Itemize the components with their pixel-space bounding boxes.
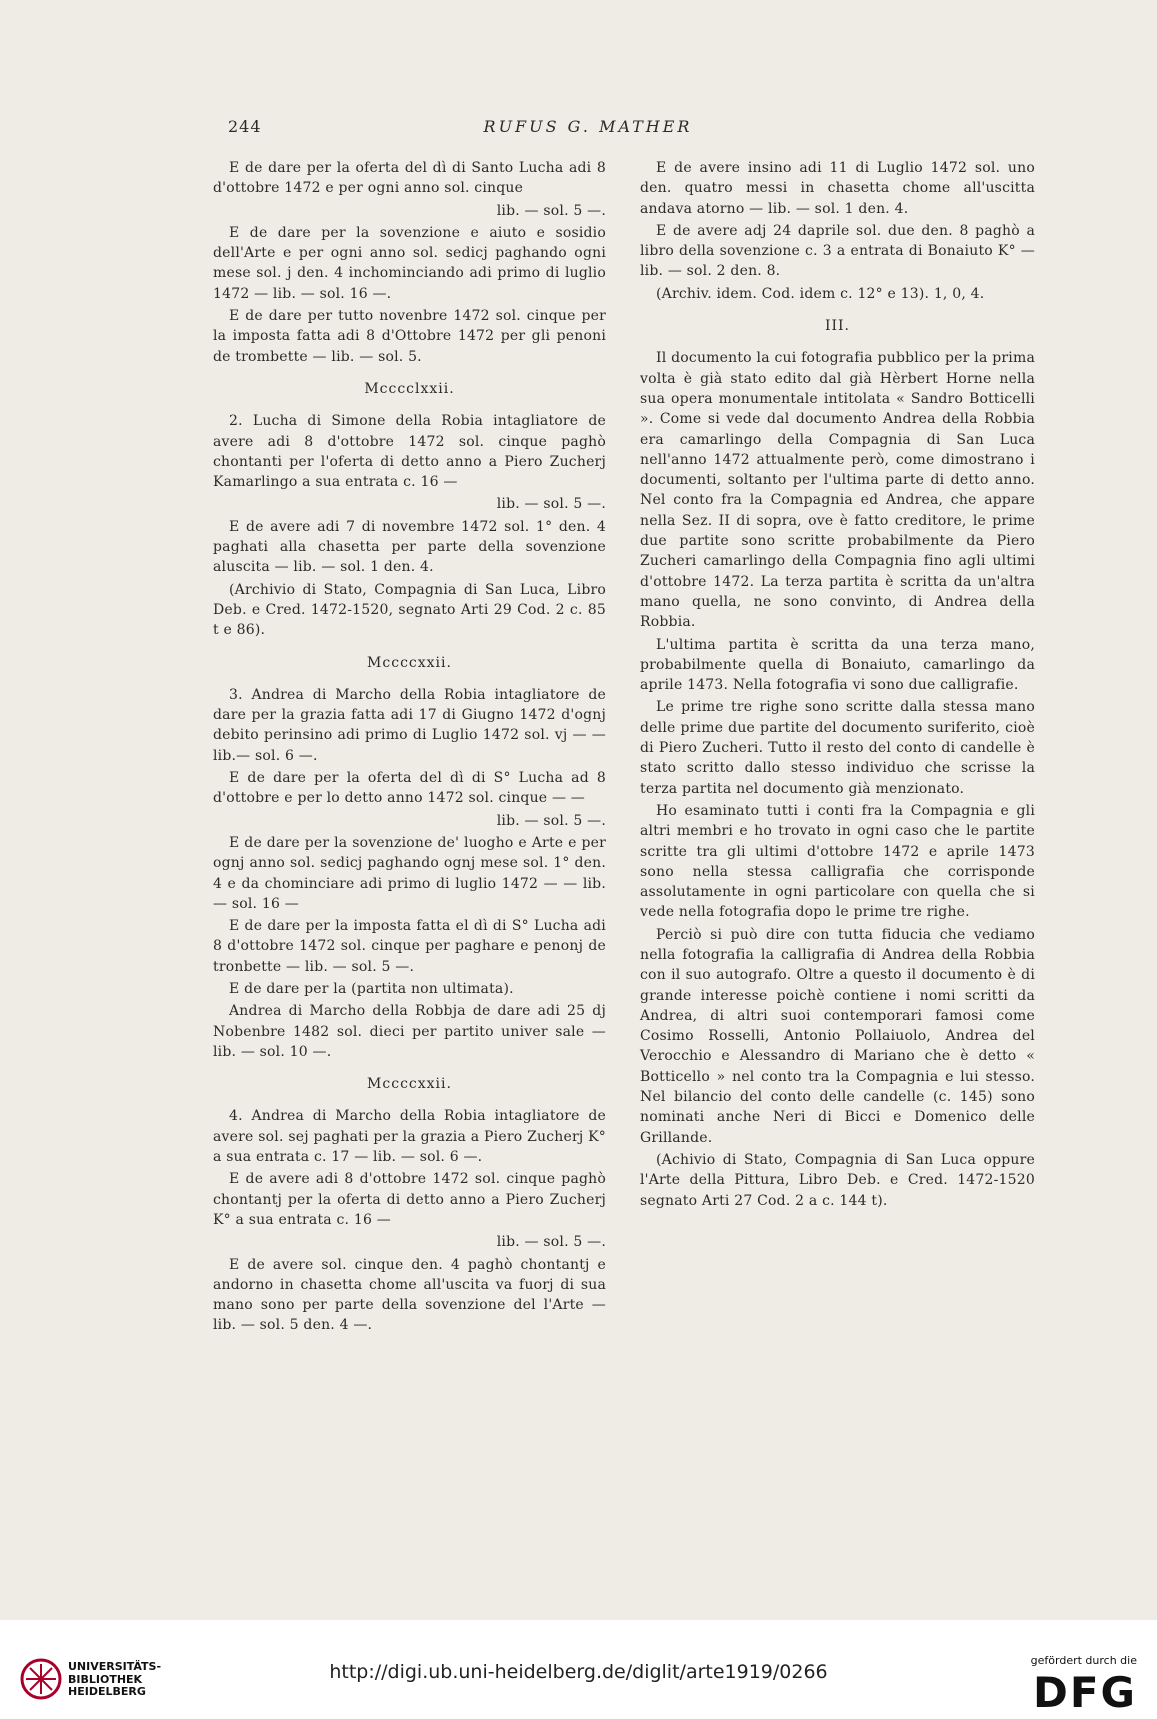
paragraph: 3. Andrea di Marcho della Robia intagliatore de dare per la grazia fatta adi 17 di Giugno 1472 d'ognj debito perinsino adi primo di Luglio 1472 sol. vj — — lib.— sol. 6 —. bbox=[213, 686, 606, 764]
library-name-line: UNIVERSITÄTS- bbox=[68, 1660, 162, 1673]
permalink-url[interactable]: http://digi.ub.uni-heidelberg.de/diglit/arte1919/0266 bbox=[329, 1661, 828, 1683]
paragraph: Le prime tre righe sono scritte dalla stessa mano delle prime due partite del documento suriferito, cioè di Piero Zucheri. Tutto il resto del conto di candelle è stato scritto dallo stesso individuo che scrisse la terza partita nel documento già menzionato. bbox=[640, 699, 1035, 797]
paragraph: E de dare per la sovenzione de' luogho e Arte e per ognj anno sol. sedicj paghando ognj mese sol. 1° den. 4 e da chominciare adi primo di luglio 1472 — — lib. — sol. 16 — bbox=[213, 834, 606, 912]
amount-line: lib. — sol. 5 —. bbox=[496, 812, 606, 829]
paragraph: (Achivio di Stato, Compagnia di San Luca oppure l'Arte della Pittura, Libro Deb. e Cred. 1472-1520 segnato Arti 27 Cod. 2 a c. 144 t). bbox=[640, 1151, 1035, 1209]
paragraph: E de avere sol. cinque den. 4 paghò chontantj e andorno in chasetta chome all'uscita va fuorj di sua mano sono per parte della sovenzione del l'Arte — lib. — sol. 5 den. 4 —. bbox=[213, 1256, 606, 1334]
paragraph: 4. Andrea di Marcho della Robia intagliatore de avere sol. sej paghati per la grazia a Piero Zucherj K° a sua entrata c. 17 — lib. — sol. 6 —. bbox=[213, 1108, 606, 1166]
paragraph: Il documento la cui fotografia pubblico per la prima volta è già stato edito dal già Hèrbert Horne nella sua opera monumentale intitolata « Sandro Botticelli ». Come si vede dal documento Andrea della Robbia era camarlingo della Compagnia di San Luca nell'anno 1472 attualmente però, come dimostrano i documenti, soltanto per l'ultima parte di detto anno. Nel conto fra la Compagnia ed Andrea, che appare nella Sez. II di sopra, ove è fatto creditore, le prime due partite sono scritte probabilmente da Piero Zucheri camarlingo della Compagnia fino agli ultimi d'ottobre 1472. La terza partita è scritta da un'altra mano quella, ne sono convinto, di Andrea della Robbia. bbox=[640, 350, 1035, 631]
library-name-line: HEIDELBERG bbox=[68, 1685, 146, 1698]
amount-line: lib. — sol. 5 —. bbox=[496, 1234, 606, 1251]
section-heading: Mcccclxxii. bbox=[364, 380, 455, 397]
funding-caption: gefördert durch die bbox=[1030, 1654, 1137, 1667]
paragraph: E de avere adj 24 daprile sol. due den. 8 paghò a libro della sovenzione c. 3 a entrata di Bonaiuto K° — lib. — sol. 2 den. 8. bbox=[640, 222, 1035, 280]
page-header bbox=[228, 117, 948, 141]
paragraph: Andrea di Marcho della Robbja de dare adi 25 dj Nobenbre 1482 sol. dieci per partito univer sale — lib. — sol. 10 —. bbox=[213, 1003, 606, 1060]
paragraph: E de dare per la (partita non ultimata). bbox=[229, 980, 514, 997]
right-column bbox=[640, 158, 1035, 1213]
section-heading: III. bbox=[824, 318, 851, 335]
paragraph: E de avere adi 8 d'ottobre 1472 sol. cinque paghò chontantj per la oferta di detto anno a Piero Zucherj K° a sua entrata c. 16 — bbox=[213, 1171, 606, 1228]
page-number: 244 bbox=[228, 117, 262, 136]
footer-bar bbox=[0, 1620, 1157, 1719]
paragraph: E de avere insino adi 11 di Luglio 1472 sol. uno den. quatro messi in chasetta chome all'uscitta andava atorno — lib. — sol. 1 den. 4. bbox=[640, 160, 1035, 217]
paragraph: (Archiv. idem. Cod. idem c. 12° e 13). 1, 0, 4. bbox=[656, 285, 985, 302]
library-name-line: BIBLIOTHEK bbox=[68, 1672, 143, 1686]
dfg-logo-icon: DFG bbox=[1032, 1668, 1137, 1717]
paragraph: Perciò si può dire con tutta fiducia che vediamo nella fotografia la calligrafia di Andrea della Robbia con il suo autografo. Oltre a questo il documento è di grande interesse poichè contiene i nomi scritti da Andrea, di altri suoi contemporari famosi come Cosimo Rosselli, Antonio Pollaiuolo, Andrea del Verocchio e Alessandro di Mariano che è detto « Botticello » nel conto tra la Compagnia e lui stesso. Nel bilancio del conto delle candelle (c. 145) sono nominati anche Neri di Bicci e Domenico delle Grillande. bbox=[640, 926, 1035, 1146]
left-column bbox=[213, 158, 606, 1338]
paragraph: Ho esaminato tutti i conti fra la Compagnia e gli altri membri e ho trovato in ogni caso che le partite scritte tra gli ultimi d'ottobre 1472 e aprile 1473 sono nella stessa calligrafia che corrisponde assolutamente in ogni particolare con quella che si vede nella fotografia dopo le prime tre righe. bbox=[640, 802, 1035, 921]
section-heading: Mccccxxii. bbox=[367, 654, 452, 671]
paragraph: E de dare per la sovenzione e aiuto e sosidio dell'Arte e per ogni anno sol. sedicj paghando ogni mese sol. j den. 4 inchominciando adi primo di luglio 1472 — lib. — sol. 16 —. bbox=[213, 224, 606, 302]
amount-line: lib. — sol. 5 —. bbox=[496, 496, 606, 513]
paragraph: E de avere adi 7 di novembre 1472 sol. 1° den. 4 paghati alla chasetta per parte della sovenzione aluscita — lib. — sol. 1 den. 4. bbox=[213, 518, 606, 576]
paragraph: (Archivio di Stato, Compagnia di San Luca, Libro Deb. e Cred. 1472-1520, segnato Arti 29 Cod. 2 c. 85 t e 86). bbox=[213, 581, 606, 639]
paragraph: E de dare per la oferta del dì di Santo Lucha adi 8 d'ottobre 1472 e per ogni anno sol. cinque bbox=[213, 160, 606, 197]
paragraph: E de dare per tutto novenbre 1472 sol. cinque per la imposta fatta adi 8 d'Ottobre 1472 per gli penoni de trombette — lib. — sol. 5. bbox=[213, 308, 606, 365]
paragraph: L'ultima partita è scritta da una terza mano, probabilmente quella di Bonaiuto, camarlingo da aprile 1473. Nella fotografia vi sono due calligrafie. bbox=[640, 636, 1035, 694]
paragraph: E de dare per la imposta fatta el dì di S° Lucha adi 8 d'ottobre 1472 sol. cinque per paghare e penonj de tronbette — lib. — sol. 5 —. bbox=[213, 918, 606, 975]
section-heading: Mccccxxii. bbox=[367, 1076, 452, 1093]
amount-line: lib. — sol. 5 —. bbox=[496, 202, 606, 219]
paragraph: 2. Lucha di Simone della Robia intagliatore de avere adi 8 d'ottobre 1472 sol. cinque paghò chontanti per l'oferta di detto anno a Piero Zucherj Kamarlingo a sua entrata c. 16 — bbox=[213, 413, 606, 491]
paragraph: E de dare per la oferta del dì di S° Lucha ad 8 d'ottobre e per lo detto anno 1472 sol. cinque — — bbox=[213, 770, 606, 807]
running-title: RUFUS G. MATHER bbox=[483, 117, 693, 136]
